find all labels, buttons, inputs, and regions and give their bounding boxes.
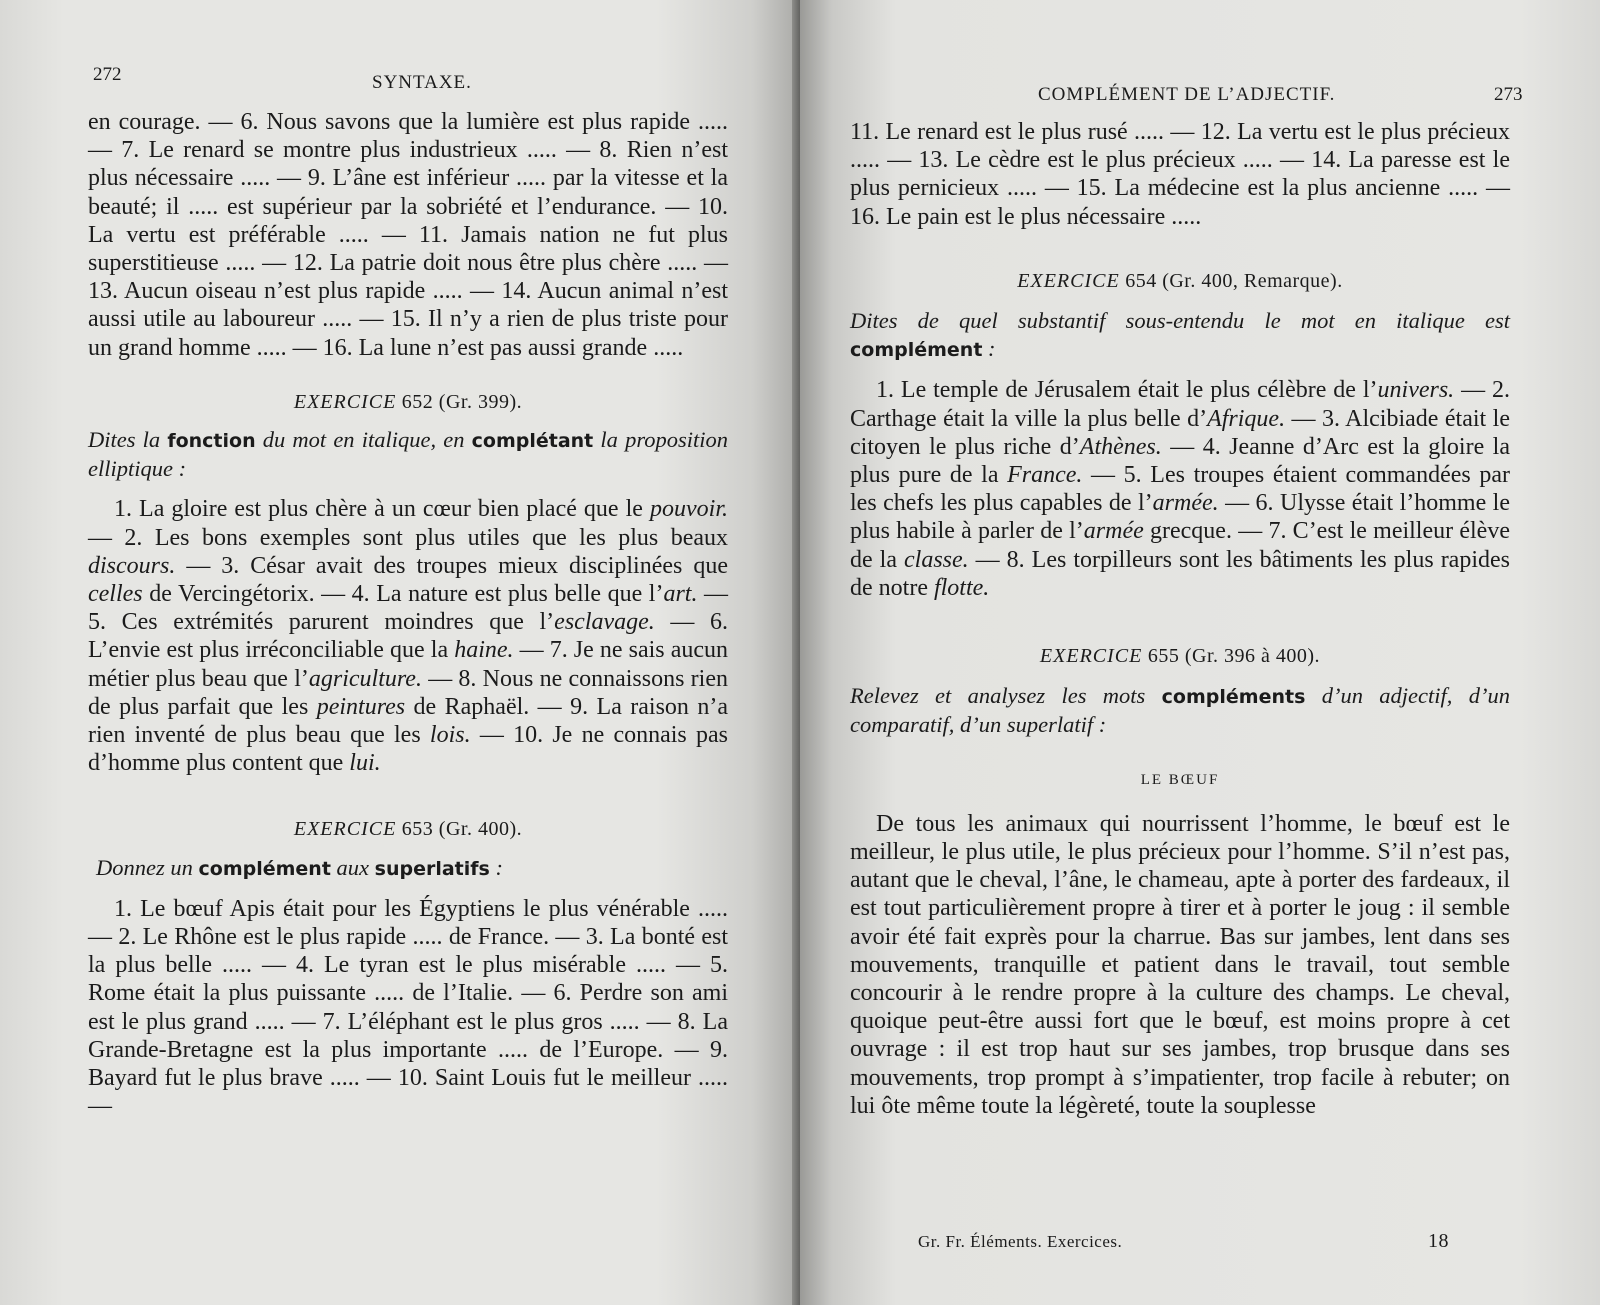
footer-signature-line: Gr. Fr. Éléments. Exercices. <box>918 1232 1123 1251</box>
exercise-653-title <box>88 815 728 843</box>
exercise-654-text: 1. Le temple de Jérusalem était le plus célèbre de l’univers. — 2. Carthage était la ville la plus belle d’Afrique. — 3. Alcibiade était le citoyen le plus riche d’Athènes. — 4. Jeanne d’Arc est la gloire la plus pure de la France. — 5. Les troupes étaient commandées par les chefs les plus capables de l’armée. — 6. Ulysse était l’homme le plus habile à parler de l’armée grecque. — 7. C’est le meilleur élève de la classe. — 8. Les torpilleurs sont les bâtiments les plus rapides de notre flotte. <box>850 377 1511 601</box>
exercise-654-title <box>850 267 1510 295</box>
exercise-652-title <box>88 388 728 416</box>
footer-signature-number: 18 <box>1428 1230 1449 1252</box>
right-running-head: COMPLÉMENT DE L’ADJECTIF. <box>1038 84 1336 105</box>
continuation-text: 11. Le renard est le plus rusé ..... — 12. La vertu est le plus précieux ..... — 13. Le cèdre est le plus précieux ..... — 14. La paresse est le plus pernicieux ..... — 15. La médecine est la plus ancienne ..... — 16. Le pain est le plus nécessaire ..... <box>850 119 1510 230</box>
exercise-655-title <box>850 642 1510 670</box>
continuation-text: en courage. — 6. Nous savons que la lumière est plus rapide ..... — 7. Le renard se montre plus industrieux ..... — 8. Rien n’est plus nécessaire ..... — 9. L’âne est inférieur ..... par la vitesse et la beauté; il ..... est supérieur par la sobriété et l’endurance. — 10. La vertu est préférable ..... — 11. Jamais nation ne fut plus superstitieuse ..... — 12. La patrie doit nous être plus chère ..... — 13. Aucun oiseau n’est plus rapide ..... — 14. Aucun animal n’est aussi utile au laboureur ..... — 15. Il n’y a rien de plus triste pour un grand homme ..... — 16. La lune n’est pas aussi grande ..... <box>88 109 728 361</box>
exercise-word: EXERCICE <box>1039 645 1143 668</box>
exercise-655-text: De tous les animaux qui nourrissent l’homme, le bœuf est le meilleur, le plus utile, le plus précieux pour l’homme. S’il n’est pas, autant que le cheval, l’âne, le chameau, apte à porter des fardeaux, il est tout particulièrement propre à tirer et à porter le joug : il semble avoir été fait exprès pour la charrue. Bas sur jambes, lent dans ses mouvements, tranquille et patient dans le travail, tout semble concourir à le rendre propre à la culture des champs. Le cheval, quoique peut-être aussi fort que le bœuf, est moins propre à cet ouvrage : il est trop haut sur ses jambes, trop brusque dans ses mouvements, trop prompt à s’impatienter, trop facile à rebuter; on lui ôte même toute la légèreté, toute la souplesse <box>850 810 1510 1119</box>
exercise-ref: 654 (Gr. 400, Remarque). <box>1125 269 1343 292</box>
exercise-ref: 653 (Gr. 400). <box>401 818 523 841</box>
text-subheading: LE BŒUF <box>1140 771 1220 788</box>
exercise-654-instruction: Dites de quel substantif sous-entendu le mot en italique est complément : <box>850 308 1510 362</box>
left-text-column <box>88 108 728 1121</box>
exercise-652-text: 1. La gloire est plus chère à un cœur bien placé que le pouvoir. — 2. Les bons exemples sont plus utiles que les plus beaux discours. — 3. César avait des troupes mieux disciplinées que celles de Vercingétorix. — 4. La nature est plus belle que l’art. — 5. Ces extrémités parurent moindres que l’esclavage. — 6. L’envie est plus irréconciliable que la haine. — 7. Je ne sais aucun métier plus beau que l’agriculture. — 8. Nous ne connaissons rien de plus parfait que les peintures de Raphaël. — 9. La raison n’a rien inventé de plus beau que les lois. — 10. Je ne connais pas d’homme plus content que lui. <box>88 496 729 777</box>
right-text-column <box>850 118 1510 1120</box>
right-page <box>800 0 1600 1305</box>
exercise-word: EXERCICE <box>293 818 397 841</box>
left-page-number: 272 <box>93 64 122 85</box>
left-running-head: SYNTAXE. <box>372 72 472 93</box>
exercise-word: EXERCICE <box>1017 269 1120 292</box>
exercise-653-text: 1. Le bœuf Apis était pour les Égyptiens le plus vénérable ..... — 2. Le Rhône est le plus rapide ..... de France. — 3. La bonté est la plus belle ..... — 4. Le tyran est le plus misérable ..... — 5. Rome était la plus puissante ..... de l’Italie. — 6. Perdre son ami est le plus grand ..... — 7. L’éléphant est le plus gros ..... — 8. La Grande-Bretagne est la plus importante ..... de l’Europe. — 9. Bayard fut le plus brave ..... — 10. Saint Louis fut le meilleur ..... — <box>88 895 728 1120</box>
exercise-ref: 652 (Gr. 399). <box>401 390 523 413</box>
exercise-word: EXERCICE <box>293 390 397 413</box>
exercise-653-instruction: Donnez un complément aux superlatifs : <box>96 854 503 880</box>
right-page-number: 273 <box>1494 84 1523 105</box>
exercise-ref: 655 (Gr. 396 à 400). <box>1147 645 1321 668</box>
exercise-655-instruction: Relevez et analysez les mots compléments d’un adjectif, d’un comparatif, d’un superlatif : <box>850 683 1511 738</box>
exercise-652-instruction: Dites la fonction du mot en italique, en complétant la proposition elliptique : <box>88 427 729 482</box>
